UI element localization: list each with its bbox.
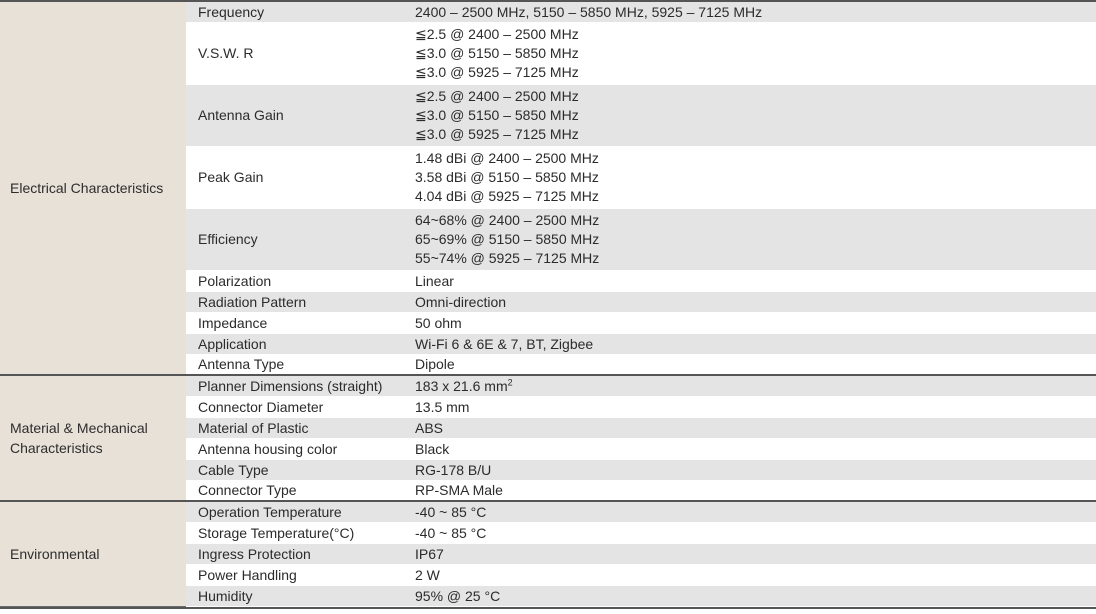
value-text: ≦3.0 @ 5925 – 7125 MHz: [415, 63, 579, 80]
parameter-value: [387, 501, 1096, 522]
spec-table-body: [0, 1, 1096, 606]
parameter-value: [387, 291, 1096, 312]
category-label: Electrical Characteristics: [0, 1, 186, 375]
parameter-value: [387, 564, 1096, 585]
value-text: 2 W: [415, 566, 440, 583]
parameter-value: [387, 1, 1096, 22]
value-text: ABS: [415, 419, 444, 436]
value-text: ≦3.0 @ 5925 – 7125 MHz: [415, 125, 579, 142]
parameter-name: Material of Plastic: [186, 417, 387, 438]
value-text: Wi-Fi 6 & 6E & 7, BT, Zigbee: [415, 335, 594, 352]
parameter-name: Antenna Type: [186, 354, 387, 375]
parameter-name: V.S.W. R: [186, 22, 387, 84]
parameter-value: [387, 396, 1096, 417]
parameter-name: Connector Diameter: [186, 396, 387, 417]
parameter-value: [387, 22, 1096, 84]
value-text: -40 ~ 85 °C: [415, 524, 487, 541]
parameter-name: Power Handling: [186, 564, 387, 585]
value-text: 13.5 mm: [415, 398, 470, 415]
parameter-name: Storage Temperature(°C): [186, 522, 387, 543]
value-text: Dipole: [415, 356, 455, 373]
parameter-value: [387, 543, 1096, 564]
parameter-name: Antenna housing color: [186, 438, 387, 459]
parameter-value: [387, 459, 1096, 480]
category-label: Environmental: [0, 501, 186, 606]
parameter-value: [387, 312, 1096, 333]
parameter-value: [387, 375, 1096, 396]
parameter-name: Ingress Protection: [186, 543, 387, 564]
parameter-name: Frequency: [186, 1, 387, 22]
parameter-name: Radiation Pattern: [186, 291, 387, 312]
value-text: ≦3.0 @ 5150 – 5850 MHz: [415, 106, 579, 123]
value-text: 1.48 dBi @ 2400 – 2500 MHz: [415, 149, 599, 166]
parameter-value: [387, 480, 1096, 501]
parameter-name: Peak Gain: [186, 146, 387, 208]
parameter-name: Impedance: [186, 312, 387, 333]
category-label: Material & Mechanical Characteristics: [0, 375, 186, 501]
value-text: IP67: [415, 545, 444, 562]
parameter-value: [387, 417, 1096, 438]
superscript-unit: 2: [507, 377, 513, 388]
parameter-name: Antenna Gain: [186, 84, 387, 146]
value-text: 3.58 dBi @ 5150 – 5850 MHz: [415, 168, 599, 185]
parameter-name: Operation Temperature: [186, 501, 387, 522]
parameter-value: [387, 146, 1096, 208]
value-text: 183 x 21.6 mm: [415, 377, 508, 394]
parameter-value: [387, 354, 1096, 375]
parameter-value: [387, 208, 1096, 270]
parameter-name: Polarization: [186, 270, 387, 291]
value-text: 64~68% @ 2400 – 2500 MHz: [415, 211, 600, 228]
parameter-name: Planner Dimensions (straight): [186, 375, 387, 396]
parameter-name: Humidity: [186, 585, 387, 606]
spec-row: [0, 501, 1096, 522]
value-text: -40 ~ 85 °C: [415, 503, 487, 520]
value-text: 95% @ 25 °C: [415, 587, 501, 604]
value-text: ≦2.5 @ 2400 – 2500 MHz: [415, 87, 579, 104]
value-text: 55~74% @ 5925 – 7125 MHz: [415, 249, 600, 266]
value-text: ≦3.0 @ 5150 – 5850 MHz: [415, 44, 579, 61]
value-text: 2400 – 2500 MHz, 5150 – 5850 MHz, 5925 – 7125 MHz: [415, 3, 763, 20]
value-text: 4.04 dBi @ 5925 – 7125 MHz: [415, 187, 599, 204]
parameter-value: [387, 333, 1096, 354]
parameter-name: Application: [186, 333, 387, 354]
value-text: Omni-direction: [415, 293, 507, 310]
parameter-name: Connector Type: [186, 480, 387, 501]
parameter-value: [387, 522, 1096, 543]
spec-row: [0, 375, 1096, 396]
value-text: Black: [415, 440, 450, 457]
value-text: RG-178 B/U: [415, 461, 492, 478]
parameter-value: [387, 84, 1096, 146]
parameter-value: [387, 438, 1096, 459]
value-text: 65~69% @ 5150 – 5850 MHz: [415, 230, 600, 247]
value-text: ≦2.5 @ 2400 – 2500 MHz: [415, 25, 579, 42]
table-bottom-rule: [0, 607, 1096, 609]
parameter-value: [387, 270, 1096, 291]
spec-row: [0, 1, 1096, 22]
value-text: Linear: [415, 272, 454, 289]
value-text: RP-SMA Male: [415, 482, 503, 499]
parameter-value: [387, 585, 1096, 606]
parameter-name: Efficiency: [186, 208, 387, 270]
parameter-name: Cable Type: [186, 459, 387, 480]
value-text: 50 ohm: [415, 314, 462, 331]
